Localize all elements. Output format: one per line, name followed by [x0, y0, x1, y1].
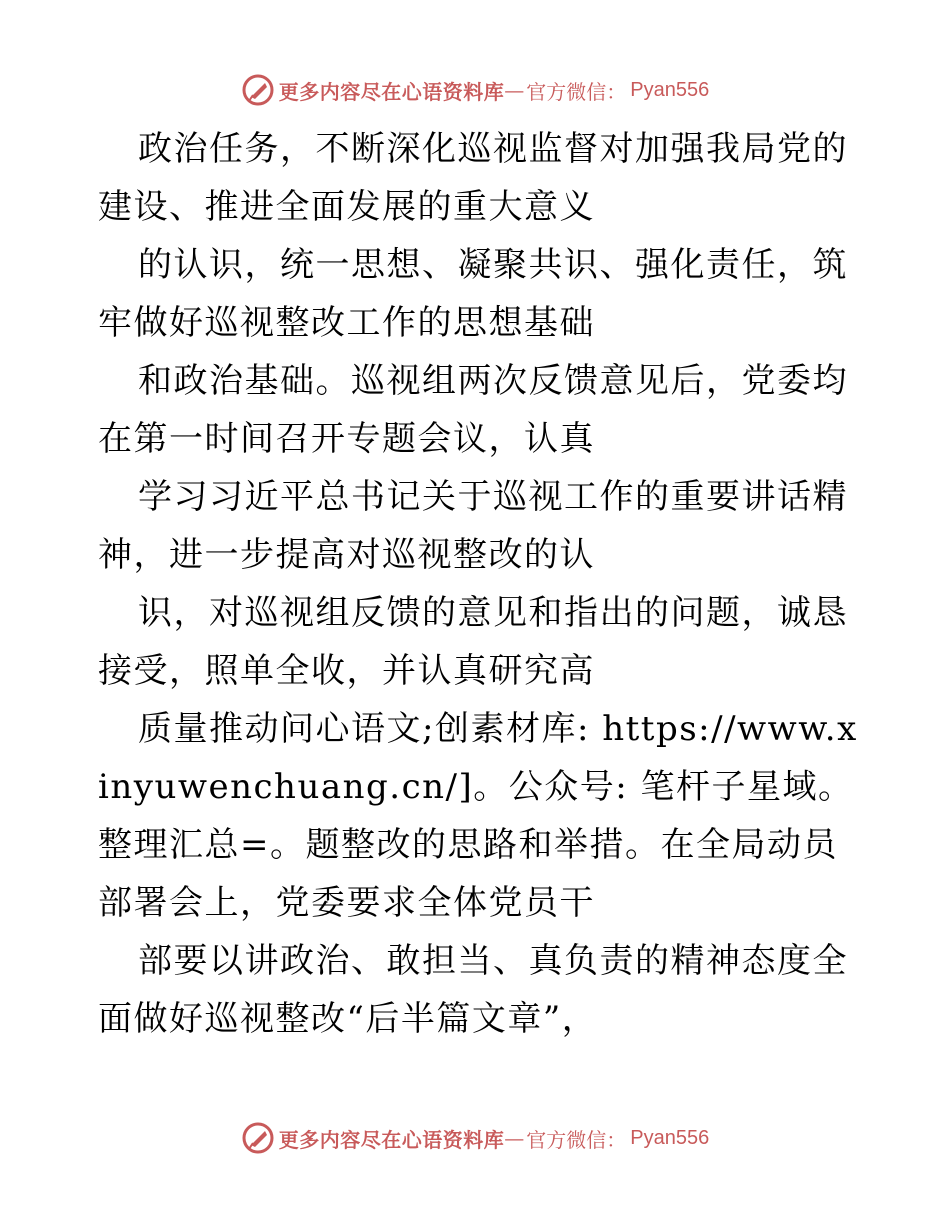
paragraph: 政治任务，不断深化巡视监督对加强我局党的建设、推进全面发展的重大意义	[98, 129, 848, 227]
document-body	[98, 120, 858, 1048]
header-wechat-id: Pyan556	[630, 78, 710, 101]
paragraph: 识，对巡视组反馈的意见和指出的问题，诚恳接受，照单全收，并认真研究高	[98, 593, 848, 691]
footer-site-text: 更多内容尽在心语资料库	[278, 1127, 505, 1152]
header-wechat-label: 官方微信：	[526, 79, 627, 104]
header-banner	[0, 70, 950, 110]
paragraph: 学习习近平总书记关于巡视工作的重要讲话精神，进一步提高对巡视整改的认	[98, 477, 848, 575]
paragraph: 和政治基础。巡视组两次反馈意见后，党委均在第一时间召开专题会议，认真	[98, 361, 848, 459]
paragraph: 部要以讲政治、敢担当、真负责的精神态度全面做好巡视整改“后半篇文章”，	[98, 941, 848, 1039]
footer-banner	[0, 1118, 950, 1158]
paragraph: 的认识，统一思想、凝聚共识、强化责任，筑牢做好巡视整改工作的思想基础	[98, 245, 848, 343]
quill-logo-icon	[241, 1121, 275, 1155]
quill-logo-icon	[241, 73, 275, 107]
footer-dash: —	[504, 1126, 525, 1150]
footer-wechat-label: 官方微信：	[526, 1127, 627, 1152]
header-site-text: 更多内容尽在心语资料库	[278, 79, 505, 104]
paragraph: 质量推动问心语文;创素材库: https://www.xinyuwenchuang.cn/]。公众号: 笔杆子星域。整理汇总=。题整改的思路和举措。在全局动员部署会上，党委要求全体党员干	[98, 709, 858, 923]
header-dash: —	[504, 78, 525, 102]
footer-wechat-id: Pyan556	[630, 1126, 710, 1149]
